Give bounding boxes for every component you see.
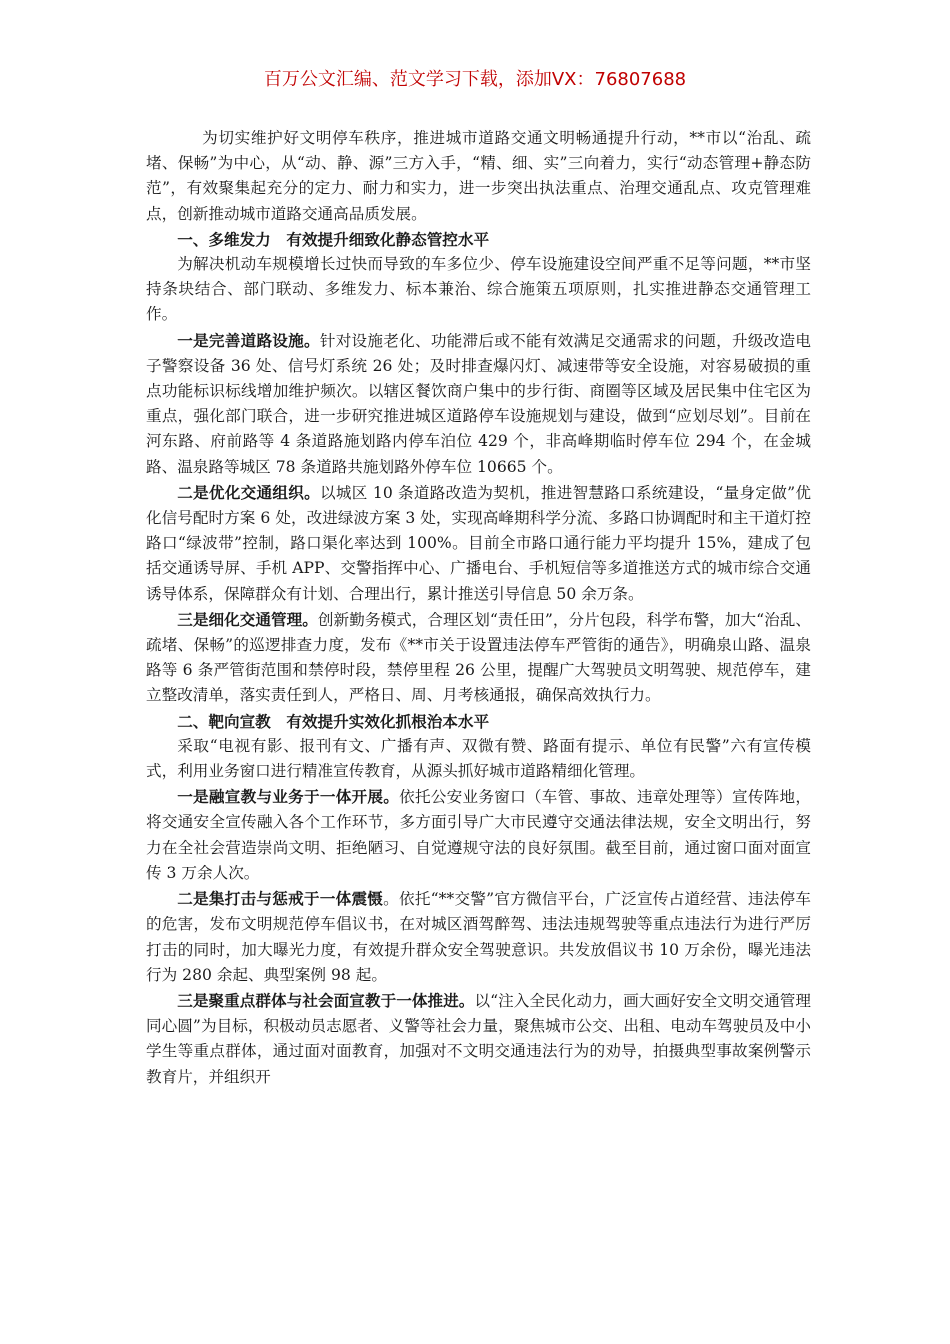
item-lead: 三是细化交通管理。: [177, 609, 318, 629]
section-1-intro: 为解决机动车规模增长过快而导致的车多位少、停车设施建设空间严重不足等问题，**市坚持条块结合、部门联动、多维发力、标本兼治、综合施策五项原则，扎实推进静态交通管理工作。: [146, 255, 811, 324]
item-lead: 一是完善道路设施。: [177, 330, 320, 350]
item-text: 以“注入全民化动力，画大画好安全文明交通管理同心圆”为目标，积极动员志愿者、义警等社会力量，聚焦城市公交、出租、电动车驾驶员及中小学生等重点群体，通过面对面教育，加强对不文明交通违法行为的劝导，拍摄典型事故案例警示教育片，并组织开: [146, 991, 811, 1086]
section-2-item-1: [146, 784, 811, 886]
section-2-item-2: [146, 886, 811, 988]
item-lead: 二是优化交通组织。: [177, 482, 321, 502]
section-1-item-1: [146, 328, 811, 480]
section-2-intro: 采取“电视有影、报刊有文、广播有声、双微有赞、路面有提示、单位有民警”六有宣传模式，利用业务窗口进行精准宣传教育，从源头抓好城市道路精细化管理。: [146, 736, 811, 781]
item-text: 创新勤务模式，合理区划“责任田”，分片包段，科学布警，加大“治乱、疏堵、保畅”的巡逻排查力度，发布《**市关于设置违法停车严管街的通告》，明确泉山路、温泉路等 6 条严管街范围和禁停时段，禁停里程 26 公里，提醒广大驾驶员文明驾驶、规范停车，建立整改清单，落实责任到人，严格日、周、月考核通报，确保高效执行力。: [146, 610, 811, 705]
item-lead: 三是聚重点群体与社会面宣教于一体推进。: [177, 990, 475, 1010]
document-body: [146, 126, 811, 1090]
section-2-item-3: [146, 988, 811, 1090]
item-lead: 二是集打击与惩戒于一体震慑: [177, 889, 384, 909]
item-lead: 一是融宣教与业务于一体开展。: [177, 787, 400, 807]
item-text: 依托公安业务窗口（车管、事故、违章处理等）宣传阵地，将交通安全宣传融入各个工作环节，多方面引导广大市民遵守交通法律法规，安全文明出行，努力在全社会营造崇尚文明、拒绝陋习、自觉遵规守法的良好氛围。截至目前，通过窗口面对面宣传 3 万余人次。: [146, 788, 811, 882]
item-text: 针对设施老化、功能滞后或不能有效满足交通需求的问题，升级改造电子警察设备 36 处、信号灯系统 26 处；及时排查爆闪灯、减速带等安全设施，对容易破损的重点功能标识标线增加维护频次。以辖区餐饮商户集中的步行街、商圈等区域及居民集中住宅区为重点，强化部门联合，进一步研究推进城区道路停车设施规划与建设，做到“应划尽划”。目前在河东路、府前路等 4 条道路施划路内停车泊位 429 个，非高峰期临时停车位 294 个，在金城路、温泉路等城区 78 条道路共施划路外停车位 10665 个。: [146, 331, 811, 476]
section-1-item-2: [146, 480, 811, 607]
promo-header: 百万公文汇编、范文学习下载，添加VX：76807688: [263, 69, 687, 90]
section-1-item-3: [146, 607, 811, 709]
section-2-heading: 二、靶向宣教 有效提升实效化抓根治本水平: [177, 711, 490, 731]
section-1-heading: 一、多维发力 有效提升细致化静态管控水平: [177, 229, 490, 249]
intro-paragraph: 为切实维护好文明停车秩序，推进城市道路交通文明畅通提升行动，**市以“治乱、疏堵、保畅”为中心，从“动、静、源”三方入手，“精、细、实”三向着力，实行“动态管理+静态防范”，有效聚集起充分的定力、耐力和实力，进一步突出执法重点、治理交通乱点、攻克管理难点，创新推动城市道路交通高品质发展。: [146, 129, 811, 223]
item-text: 以城区 10 条道路改造为契机，推进智慧路口系统建设，“量身定做”优化信号配时方案 6 处，改进绿波方案 3 处，实现高峰期科学分流、多路口协调配时和主干道灯控路口“绿波带”控制，路口渠化率达到 100%。目前全市路口通行能力平均提升 15%，建成了包括交通诱导屏、手机 APP、交警指挥中心、广播电台、手机短信等多道推送方式的城市综合交通诱导体系，保障群众有计划、合理出行，累计推送引导信息 50 余万条。: [146, 483, 811, 603]
item-text: 。依托“**交警”官方微信平台，广泛宣传占道经营、违法停车的危害，发布文明规范停车倡议书，在对城区酒驾醉驾、违法违规驾驶等重点违法行为进行严厉打击的同时，加大曝光力度，有效提升群众安全驾驶意识。共发放倡议书 10 万余份，曝光违法行为 280 余起、典型案例 98 起。: [146, 890, 811, 984]
